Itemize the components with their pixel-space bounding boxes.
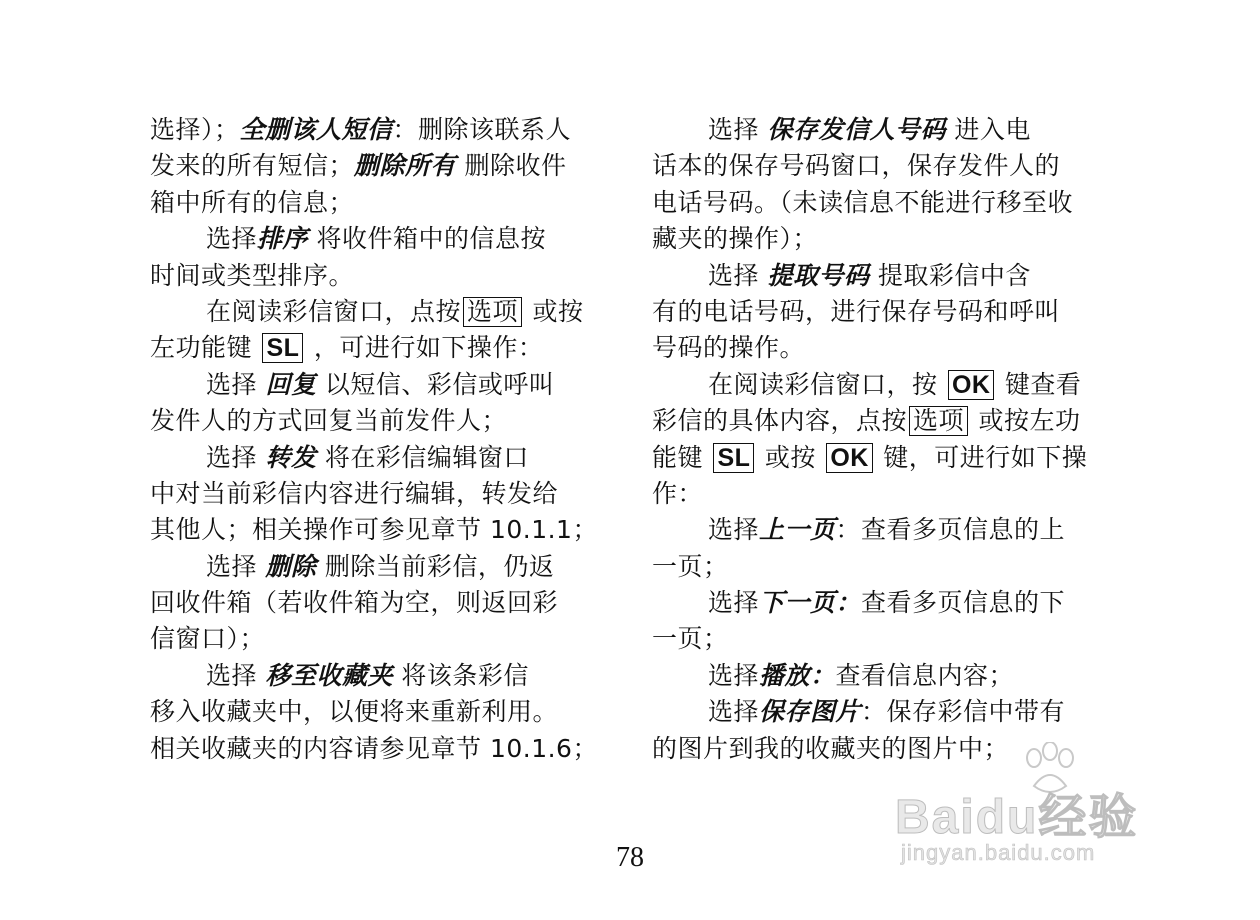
text: ，可进行如下操作： [305, 333, 544, 363]
baidu-watermark [895, 742, 1195, 872]
key-label: OK [948, 370, 995, 400]
text-line: 移入收藏夹中，以便将来重新利用。 [150, 697, 559, 727]
text-line [652, 658, 1112, 694]
text: 选择 [206, 224, 258, 254]
text-line: 相关收藏夹的内容请参见章节 10.1.6； [150, 733, 598, 763]
text: ：保存彩信中带有 [861, 697, 1066, 727]
text: 左功能键 [150, 333, 261, 363]
emphasis-term: 转发 [265, 442, 317, 472]
text: 查看信息内容； [835, 660, 1015, 690]
text-line [652, 258, 1112, 294]
text-line [652, 367, 1112, 403]
text: 选择 [708, 115, 768, 144]
emphasis-term: 上一页 [759, 515, 836, 545]
text-line: 的图片到我的收藏夹的图片中； [652, 733, 1010, 763]
text: 删除收件 [456, 151, 567, 181]
key-label: 选项 [909, 406, 968, 436]
watermark-logo: Baidu经验 [895, 791, 1139, 844]
text: 选择 [708, 697, 760, 727]
emphasis-term: 保存图片 [759, 697, 862, 727]
text-line: 电话号码。（未读信息不能进行移至收 [652, 187, 1074, 217]
text: 彩信的具体内容，点按 [652, 406, 908, 436]
text-line: 发件人的方式回复当前发件人； [150, 406, 508, 436]
text: 在阅读彩信窗口，按 [708, 369, 946, 399]
text-line: 作： [652, 478, 704, 508]
text: 能键 [652, 442, 712, 472]
text-line [150, 221, 608, 257]
key-label: SL [713, 443, 754, 473]
text: ：删除该联系人 [392, 115, 572, 144]
key-label: OK [826, 443, 873, 473]
text: 或按左功 [970, 406, 1081, 436]
text-line: 中对当前彩信内容进行编辑，转发给 [150, 478, 559, 508]
key-label: SL [262, 333, 303, 363]
text: 选择 [708, 588, 760, 618]
emphasis-term: 保存发信人号码 [767, 115, 946, 144]
text: 选择 [708, 260, 768, 290]
text-line [652, 512, 1112, 548]
text: 删除当前彩信，仍返 [316, 551, 555, 581]
text-line: 回收件箱（若收件箱为空，则返回彩 [150, 588, 559, 618]
text: 将该条彩信 [392, 660, 529, 690]
emphasis-term: 播放： [759, 660, 836, 690]
text-line: 一页； [652, 551, 729, 581]
right-column [652, 112, 1112, 767]
text-line: 号码的操作。 [652, 333, 806, 363]
text: 选择 [206, 442, 266, 472]
watermark-url: jingyan.baidu.com [901, 840, 1096, 865]
text: 键查看 [996, 369, 1082, 399]
text: 进入电 [945, 115, 1031, 144]
text-line: 一页； [652, 624, 729, 654]
text-line [150, 658, 608, 694]
text-line: 信窗口）； [150, 624, 266, 654]
text: 提取彩信中含 [869, 260, 1031, 290]
emphasis-term: 提取号码 [767, 260, 870, 290]
text-line [652, 403, 1112, 439]
text-line: 话本的保存号码窗口，保存发件人的 [652, 151, 1061, 181]
text-line [150, 367, 608, 403]
key-label: 选项 [463, 297, 522, 327]
emphasis-term: 下一页： [759, 588, 862, 618]
text: 选择 [206, 369, 266, 399]
text-line: 藏夹的操作）； [652, 224, 819, 254]
emphasis-term: 删除 [265, 551, 317, 581]
emphasis-term: 全删该人短信 [239, 115, 393, 144]
text-line [150, 330, 608, 366]
text-line: 有的电话号码，进行保存号码和呼叫 [652, 296, 1061, 326]
text-line [150, 112, 608, 148]
text-line [150, 294, 608, 330]
text-line [652, 694, 1112, 730]
emphasis-term: 移至收藏夹 [265, 660, 393, 690]
text-line [150, 148, 608, 184]
emphasis-term: 回复 [265, 369, 317, 399]
emphasis-term: 排序 [257, 224, 309, 254]
text: 或按 [524, 296, 584, 326]
text: 将在彩信编辑窗口 [316, 442, 529, 472]
text: 选择 [708, 660, 760, 690]
text-line [150, 549, 608, 585]
text: 以短信、彩信或呼叫 [316, 369, 555, 399]
text: 选择）； [150, 115, 240, 144]
text: 键，可进行如下操 [874, 442, 1088, 472]
text-line: 时间或类型排序。 [150, 260, 355, 290]
text: 选择 [708, 515, 760, 545]
text: 查看多页信息的下 [861, 588, 1066, 618]
text-line: 箱中所有的信息； [150, 187, 355, 217]
text-line [652, 112, 1112, 148]
page-number: 78 [616, 842, 644, 873]
left-column [150, 112, 608, 767]
text: 在阅读彩信窗口，点按 [206, 296, 462, 326]
text-line [652, 440, 1112, 476]
text-line: 其他人；相关操作可参见章节 10.1.1； [150, 515, 598, 545]
emphasis-term: 删除所有 [354, 151, 457, 181]
text: 或按 [756, 442, 825, 472]
text-line [150, 440, 608, 476]
text: 选择 [206, 551, 266, 581]
text: 选择 [206, 660, 266, 690]
text: 将收件箱中的信息按 [308, 224, 546, 254]
text-line [652, 585, 1112, 621]
text: ：查看多页信息的上 [835, 515, 1066, 545]
text: 发来的所有短信； [150, 151, 355, 181]
